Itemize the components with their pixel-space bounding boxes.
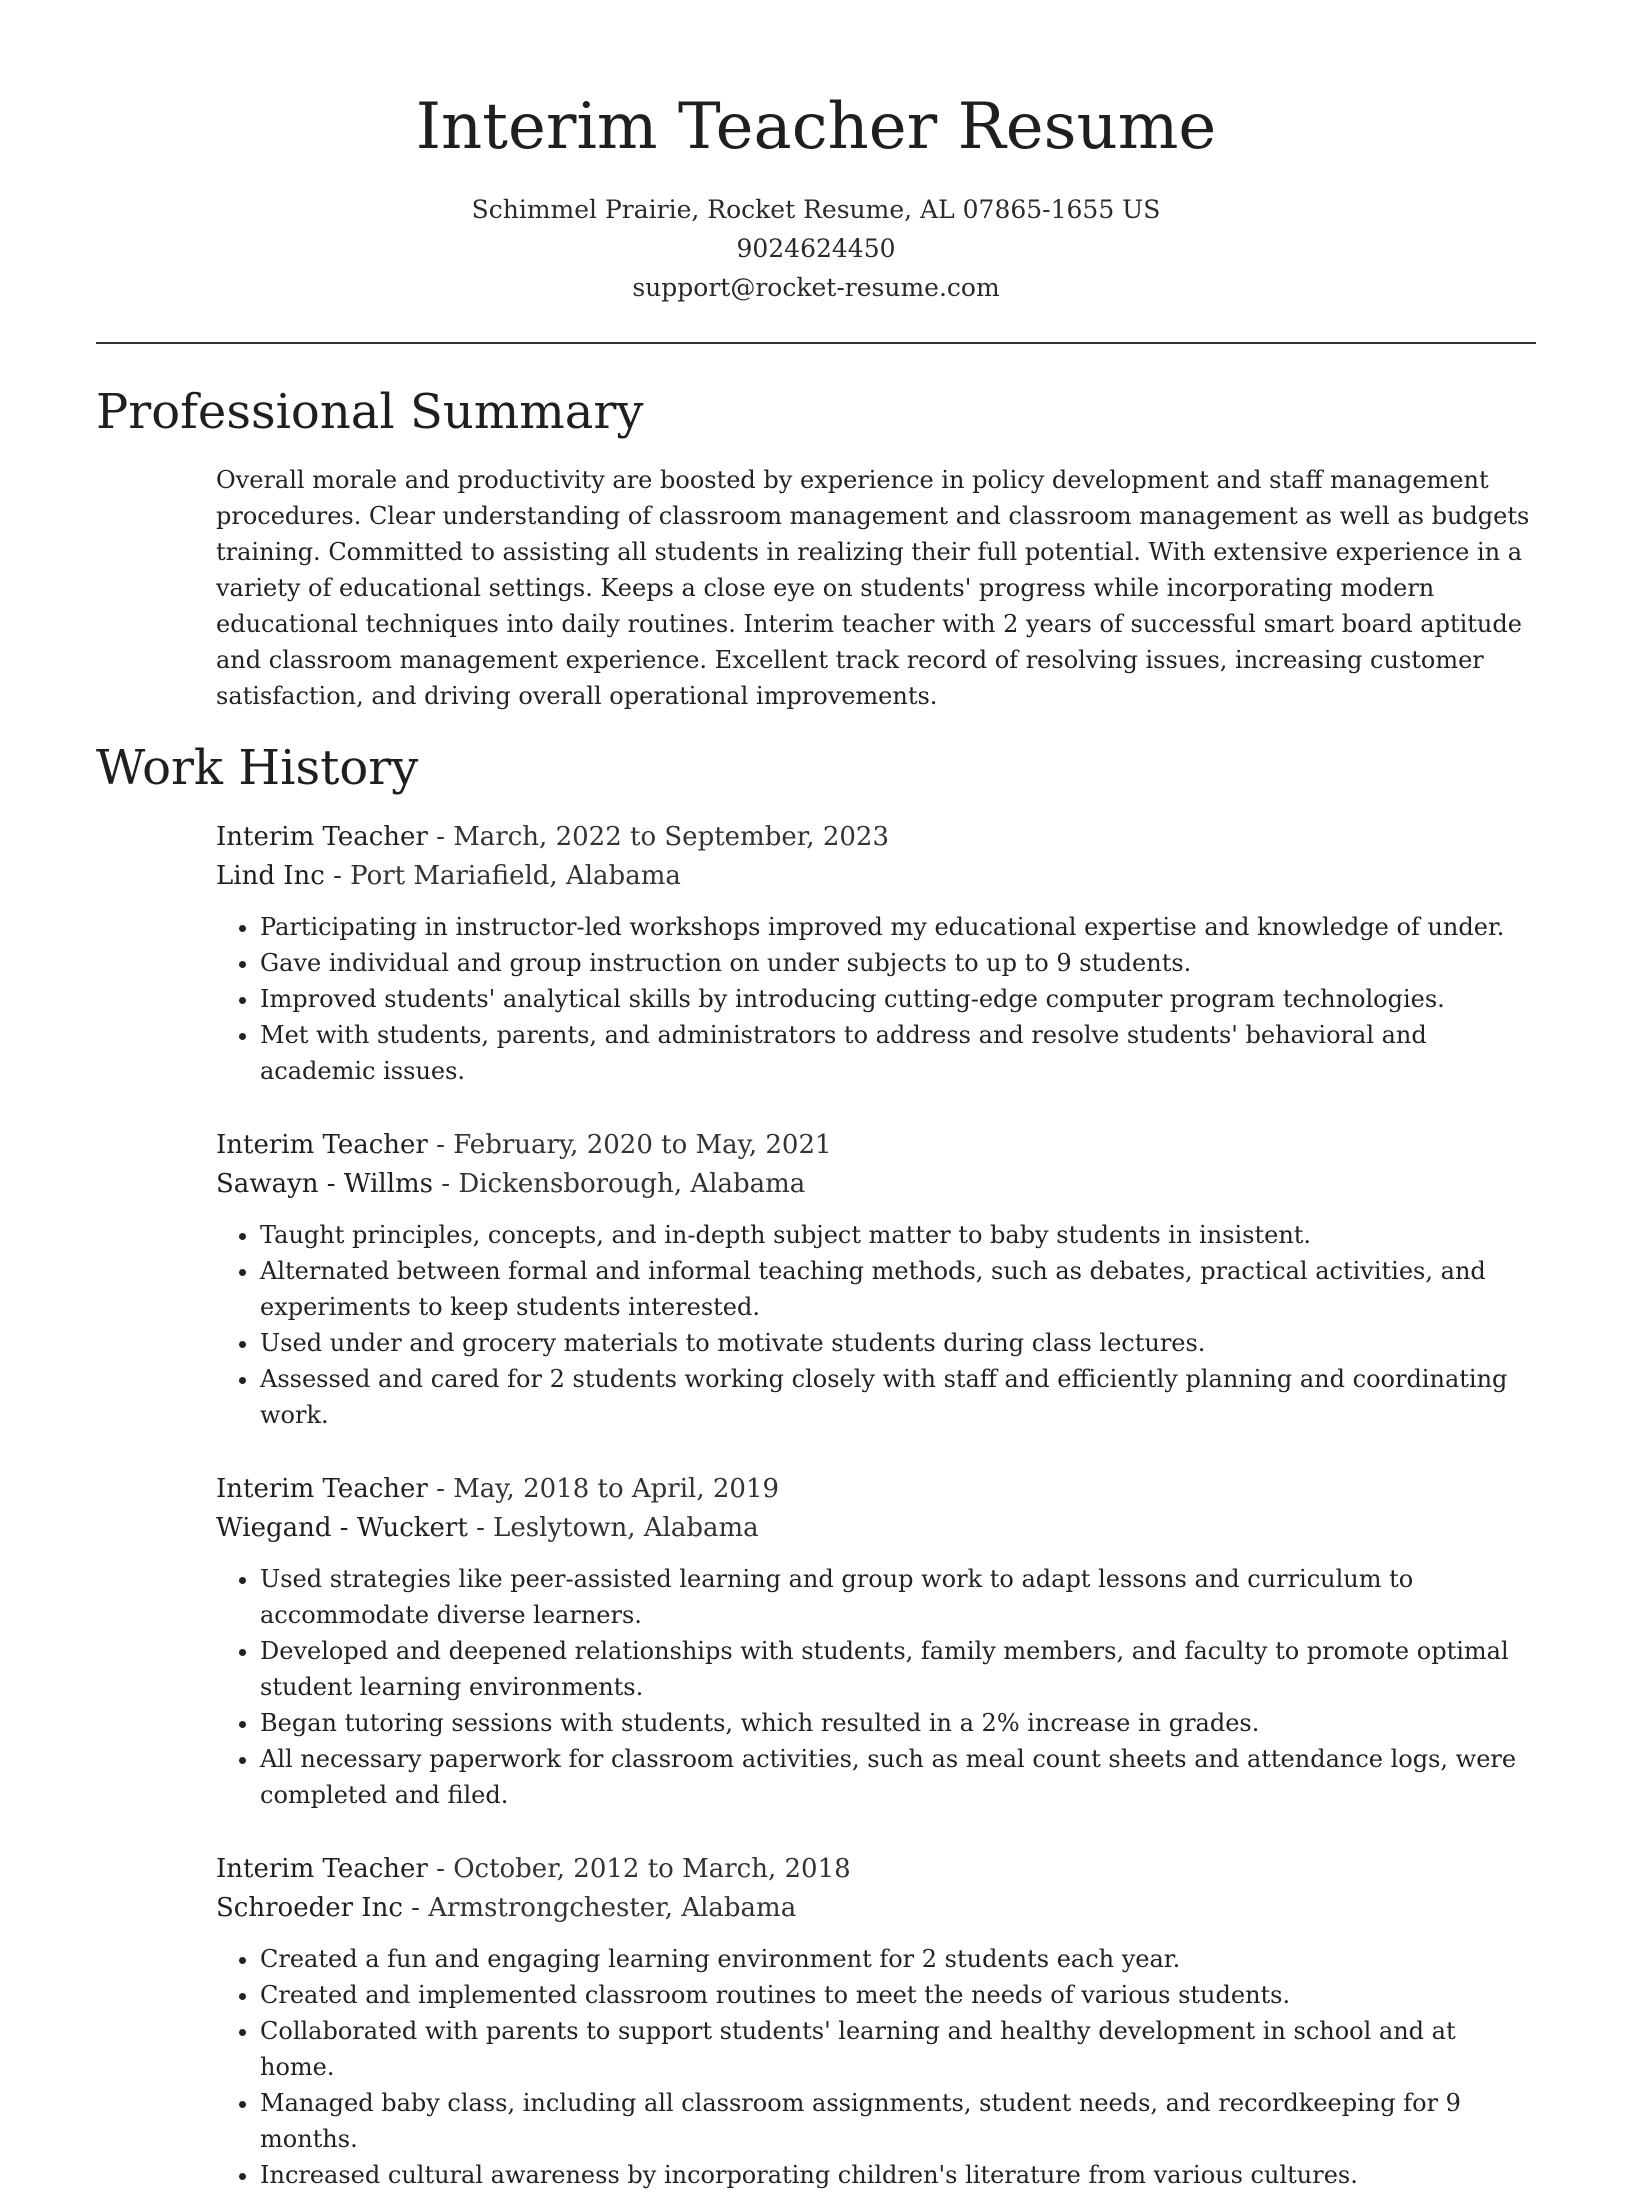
job-bullet: • All necessary paperwork for classroom activities, such as meal count sheets and attendance logs, were completed and filed. bbox=[260, 1741, 1536, 1813]
job-title-line: Interim Teacher - March, 2022 to September, 2023 bbox=[216, 822, 890, 852]
job-company: Lind Inc bbox=[216, 861, 325, 891]
job-location: Port Mariafield, Alabama bbox=[350, 861, 681, 891]
job-bullet: • Assessed and cared for 2 students working closely with staff and efficiently planning and coordinating work. bbox=[260, 1361, 1536, 1433]
job-dates: February, 2020 to May, 2021 bbox=[453, 1130, 832, 1160]
work-history-heading: Work History bbox=[96, 740, 419, 796]
job-bullet: • Began tutoring sessions with students, which resulted in a 2% increase in grades. bbox=[260, 1705, 1536, 1741]
job-location: Dickensborough, Alabama bbox=[458, 1169, 806, 1199]
job-title: Interim Teacher bbox=[216, 1474, 428, 1504]
job-bullet: • Increased cultural awareness by incorporating children's literature from various cultures. bbox=[260, 2157, 1536, 2193]
job-bullet: • Used strategies like peer-assisted learning and group work to adapt lessons and curriculum to accommodate diverse learners. bbox=[260, 1561, 1536, 1633]
header-divider bbox=[96, 342, 1536, 344]
job-bullet: • Collaborated with parents to support students' learning and healthy development in school and at home. bbox=[260, 2013, 1536, 2085]
summary-text: Overall morale and productivity are boosted by experience in policy development and staff management procedures. Clear understanding of classroom management and classroom management as well as budgets training. Committed to assisting all students in realizing their full potential. With extensive experience in a variety of educational settings. Keeps a close eye on students' progress while incorporating modern educational techniques into daily routines. Interim teacher with 2 years of successful smart board aptitude and classroom management experience. Excellent track record of resolving issues, increasing customer satisfaction, and driving overall operational improvements. bbox=[216, 466, 1530, 710]
job-company: Sawayn - Willms bbox=[216, 1169, 434, 1199]
job-bullet: • Alternated between formal and informal teaching methods, such as debates, practical activities, and experiments to keep students interested. bbox=[260, 1253, 1536, 1325]
job-title: Interim Teacher bbox=[216, 1854, 428, 1884]
summary-heading: Professional Summary bbox=[96, 384, 644, 440]
job-company-line: Wiegand - Wuckert - Leslytown, Alabama bbox=[216, 1513, 759, 1543]
job-company: Wiegand - Wuckert bbox=[216, 1513, 468, 1543]
job-bullets bbox=[216, 1217, 1536, 1433]
job-bullets bbox=[216, 1561, 1536, 1813]
job-bullets bbox=[216, 909, 1536, 1089]
job-entry bbox=[216, 818, 1536, 1089]
contact-info bbox=[96, 190, 1536, 307]
job-title: Interim Teacher bbox=[216, 822, 428, 852]
job-dates: May, 2018 to April, 2019 bbox=[453, 1474, 780, 1504]
job-entry bbox=[216, 1126, 1536, 1433]
job-bullet: • Participating in instructor-led workshops improved my educational expertise and knowledge of under. bbox=[260, 909, 1536, 945]
job-bullets bbox=[216, 1941, 1536, 2193]
address: Schimmel Prairie, Rocket Resume, AL 07865-1655 US bbox=[471, 195, 1161, 224]
job-location: Armstrongchester, Alabama bbox=[428, 1893, 797, 1923]
job-bullet: • Met with students, parents, and administrators to address and resolve students' behavioral and academic issues. bbox=[260, 1017, 1536, 1089]
resume-title: Interim Teacher Resume bbox=[415, 90, 1217, 164]
job-dates: March, 2022 to September, 2023 bbox=[453, 822, 890, 852]
job-title-line: Interim Teacher - May, 2018 to April, 2019 bbox=[216, 1474, 780, 1504]
job-company-line: Schroeder Inc - Armstrongchester, Alabama bbox=[216, 1893, 797, 1923]
job-bullet: • Used under and grocery materials to motivate students during class lectures. bbox=[260, 1325, 1536, 1361]
phone: 9024624450 bbox=[736, 234, 896, 263]
job-title: Interim Teacher bbox=[216, 1130, 428, 1160]
job-bullet: • Managed baby class, including all classroom assignments, student needs, and recordkeeping for 9 months. bbox=[260, 2085, 1536, 2157]
job-bullet: • Improved students' analytical skills by introducing cutting-edge computer program technologies. bbox=[260, 981, 1536, 1017]
job-company: Schroeder Inc bbox=[216, 1893, 403, 1923]
job-bullet: • Taught principles, concepts, and in-depth subject matter to baby students in insistent. bbox=[260, 1217, 1536, 1253]
job-company-line: Lind Inc - Port Mariafield, Alabama bbox=[216, 861, 681, 891]
job-bullet: • Created and implemented classroom routines to meet the needs of various students. bbox=[260, 1977, 1536, 2013]
job-bullet: • Developed and deepened relationships with students, family members, and faculty to promote optimal student learning environments. bbox=[260, 1633, 1536, 1705]
email: support@rocket-resume.com bbox=[632, 273, 1000, 302]
job-title-line: Interim Teacher - October, 2012 to March, 2018 bbox=[216, 1854, 851, 1884]
job-entry bbox=[216, 1850, 1536, 2193]
job-bullet: • Gave individual and group instruction on under subjects to up to 9 students. bbox=[260, 945, 1536, 981]
job-company-line: Sawayn - Willms - Dickensborough, Alabama bbox=[216, 1169, 806, 1199]
job-location: Leslytown, Alabama bbox=[493, 1513, 759, 1543]
job-bullet: • Created a fun and engaging learning environment for 2 students each year. bbox=[260, 1941, 1536, 1977]
job-entry bbox=[216, 1470, 1536, 1813]
resume-header bbox=[96, 84, 1536, 307]
job-title-line: Interim Teacher - February, 2020 to May, 2021 bbox=[216, 1130, 832, 1160]
job-dates: October, 2012 to March, 2018 bbox=[453, 1854, 851, 1884]
